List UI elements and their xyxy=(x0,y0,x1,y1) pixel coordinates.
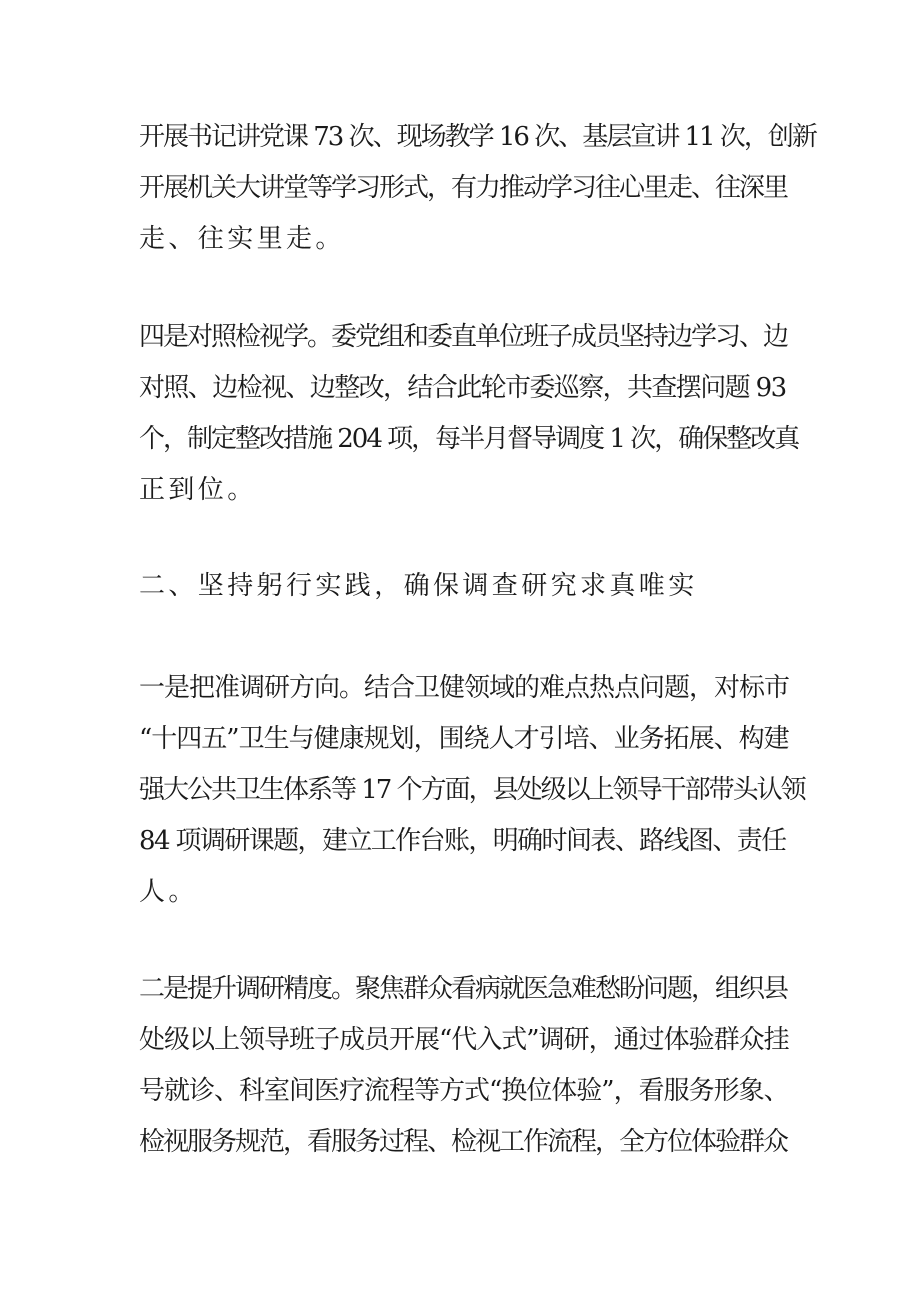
heading-line: 二、坚持躬行实践，确保调查研究求真唯实 xyxy=(139,571,698,601)
paragraph-research-direction xyxy=(139,663,805,918)
text-line: 走、往实里走。 xyxy=(139,224,345,254)
paragraph-research-precision xyxy=(139,964,789,1168)
text-line: 处级以上领导班子成员开展“代入式”调研，通过体验群众挂 xyxy=(139,1025,789,1055)
section-heading xyxy=(139,561,789,612)
text-line: 检视服务规范，看服务过程、检视工作流程，全方位体验群众 xyxy=(139,1127,788,1157)
text-line: 个，制定整改措施 204 项，每半月督导调度 1 次，确保整改真 xyxy=(139,424,799,454)
text-line: 开展机关大讲堂等学习形式，有力推动学习往心里走、往深里 xyxy=(139,173,788,203)
text-line: 84 项调研课题，建立工作台账，明确时间表、路线图、责任 xyxy=(139,826,786,856)
text-line: 二是提升调研精度。聚焦群众看病就医急难愁盼问题，组织县 xyxy=(139,974,788,1004)
text-line: 号就诊、科室间医疗流程等方式“换位体验”，看服务形象、 xyxy=(139,1076,789,1106)
text-line: 正到位。 xyxy=(139,475,257,505)
text-line: 强大公共卫生体系等 17 个方面，县处级以上领导干部带头认领 xyxy=(139,775,805,805)
text-line: 人。 xyxy=(139,877,198,907)
text-line: “十四五”卫生与健康规划，围绕人才引培、业务拓展、构建 xyxy=(139,724,789,754)
paragraph-self-inspection xyxy=(139,312,799,516)
text-line: 开展书记讲党课 73 次、现场教学 16 次、基层宣讲 11 次，创新 xyxy=(139,122,816,152)
text-line: 对照、边检视、边整改，结合此轮市委巡察，共查摆问题 93 xyxy=(139,373,786,403)
text-line: 一是把准调研方向。结合卫健领域的难点热点问题，对标市 xyxy=(139,673,790,703)
paragraph-study-forms xyxy=(139,112,816,265)
text-line: 四是对照检视学。委党组和委直单位班子成员坚持边学习、边 xyxy=(139,322,788,352)
